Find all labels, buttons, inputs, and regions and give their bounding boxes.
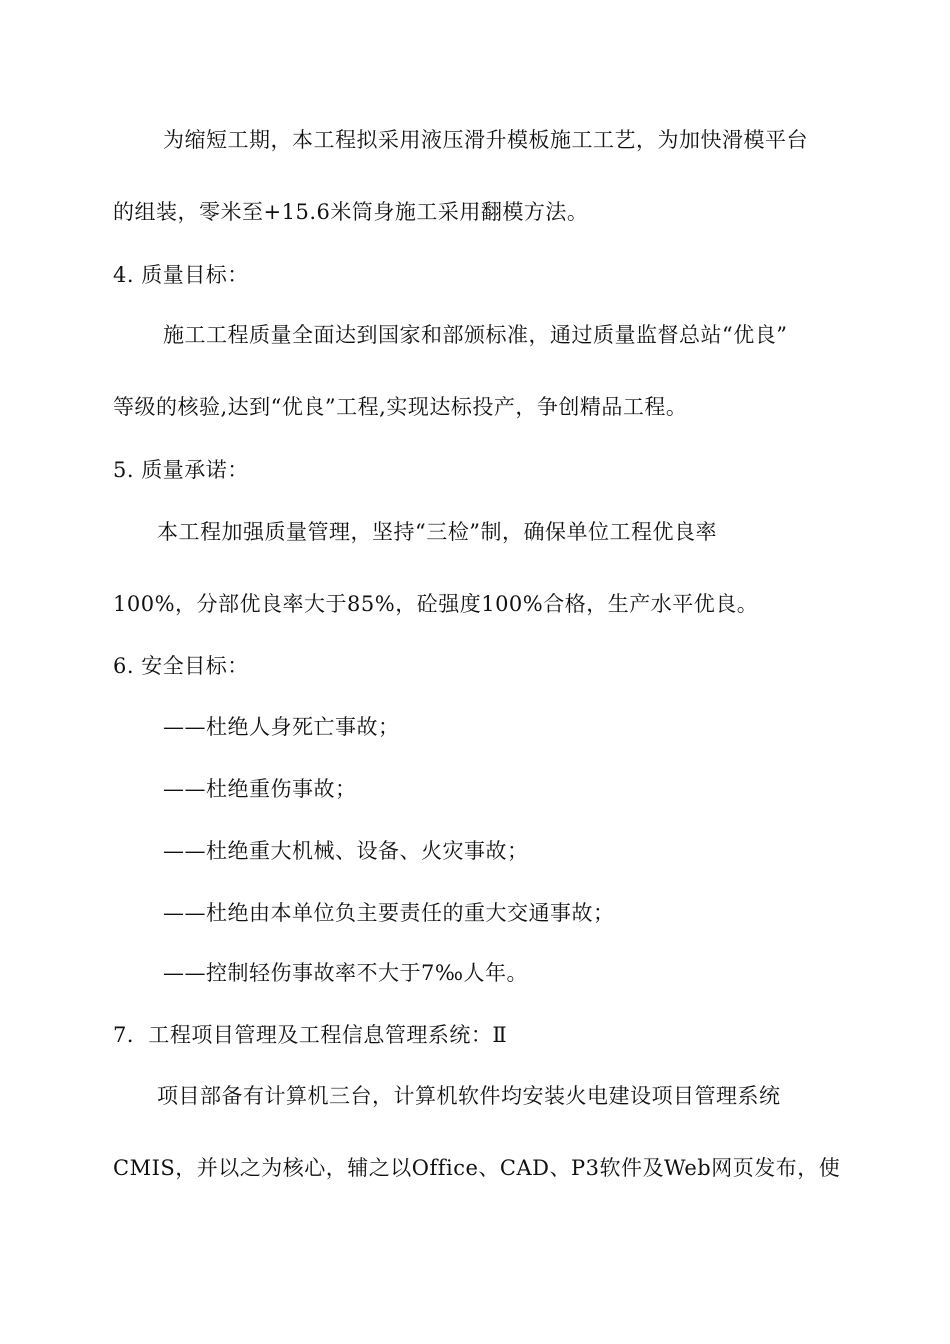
paragraph-line: 为缩短工期，本工程拟采用液压滑升模板施工工艺，为加快滑模平台 (163, 128, 808, 152)
section-heading-4: 4. 质量目标： (113, 263, 249, 287)
section-heading-5: 5. 质量承诺： (113, 458, 249, 482)
section-heading-6: 6. 安全目标： (113, 654, 249, 678)
paragraph-line: 等级的核验,达到“优良”工程,实现达标投产，争创精品工程。 (113, 395, 688, 419)
list-item: ——杜绝由本单位负主要责任的重大交通事故； (163, 901, 615, 925)
paragraph-line: 100%，分部优良率大于85%，砼强度100%合格，生产水平优良。 (113, 592, 759, 616)
paragraph-line: 的组装，零米至+15.6米筒身施工采用翻模方法。 (113, 200, 589, 224)
paragraph-line: CMIS，并以之为核心，辅之以Office、CAD、P3软件及Web网页发布，使 (113, 1156, 841, 1180)
paragraph-line: 本工程加强质量管理，坚持“三检”制，确保单位工程优良率 (157, 520, 717, 544)
list-item: ——杜绝重大机械、设备、火灾事故； (163, 839, 529, 863)
paragraph-line: 项目部备有计算机三台，计算机软件均安装火电建设项目管理系统 (157, 1084, 781, 1108)
list-item: ——杜绝人身死亡事故； (163, 715, 400, 739)
list-item: ——杜绝重伤事故； (163, 777, 357, 801)
section-heading-7: 7．工程项目管理及工程信息管理系统：Ⅱ (113, 1023, 508, 1047)
paragraph-line: 施工工程质量全面达到国家和部颁标准，通过质量监督总站“优良” (163, 323, 788, 347)
list-item: ——控制轻伤事故率不大于7‰人年。 (163, 961, 529, 985)
